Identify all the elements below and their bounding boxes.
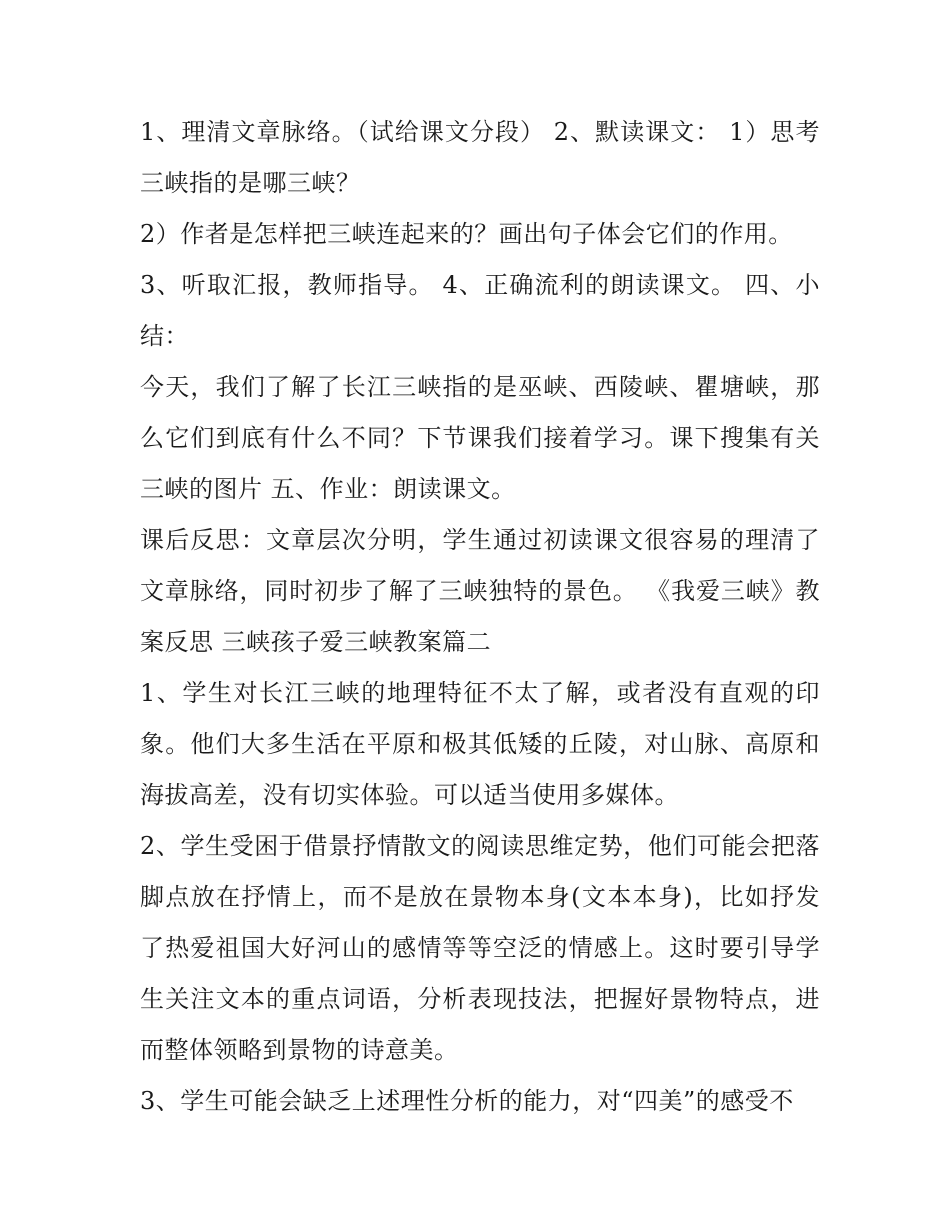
paragraph-point-2: 2、学生受困于借景抒情散文的阅读思维定势，他们可能会把落脚点放在抒情上，而不是放在景物本身(文本本身)，比如抒发了热爱祖国大好河山的感情等等空泛的情感上。这时要引导学生关注文本的重点词语，分析表现技法，把握好景物特点，进而整体领略到景物的诗意美。	[140, 832, 820, 1064]
paragraph-summary-homework: 今天，我们了解了长江三峡指的是巫峡、西陵峡、瞿塘峡，那么它们到底有什么不同？下节课我们接着学习。课下搜集有关三峡的图片 五、作业：朗读课文。	[140, 373, 820, 503]
paragraph-point-1: 1、学生对长江三峡的地理特征不太了解，或者没有直观的印象。他们大多生活在平原和极其低矮的丘陵，对山脉、高原和海拔高差，没有切实体验。可以适当使用多媒体。	[140, 679, 820, 809]
paragraph-connection-question: 2）作者是怎样把三峡连起来的？画出句子体会它们的作用。	[140, 220, 793, 248]
paragraph-point-3: 3、学生可能会缺乏上述理性分析的能力，对“四美”的感受不	[140, 1087, 794, 1115]
document-body	[140, 107, 820, 1127]
paragraph-outline-steps: 1、理清文章脉络。（试给课文分段） 2、默读课文： 1）思考三峡指的是哪三峡？	[140, 118, 820, 197]
paragraph-report-reading: 3、听取汇报，教师指导。 4、正确流利的朗读课文。 四、小结：	[140, 271, 820, 350]
paragraph-reflection: 课后反思：文章层次分明，学生通过初读课文很容易的理清了文章脉络，同时初步了解了三峡独特的景色。 《我爱三峡》教案反思 三峡孩子爱三峡教案篇二	[140, 526, 820, 656]
